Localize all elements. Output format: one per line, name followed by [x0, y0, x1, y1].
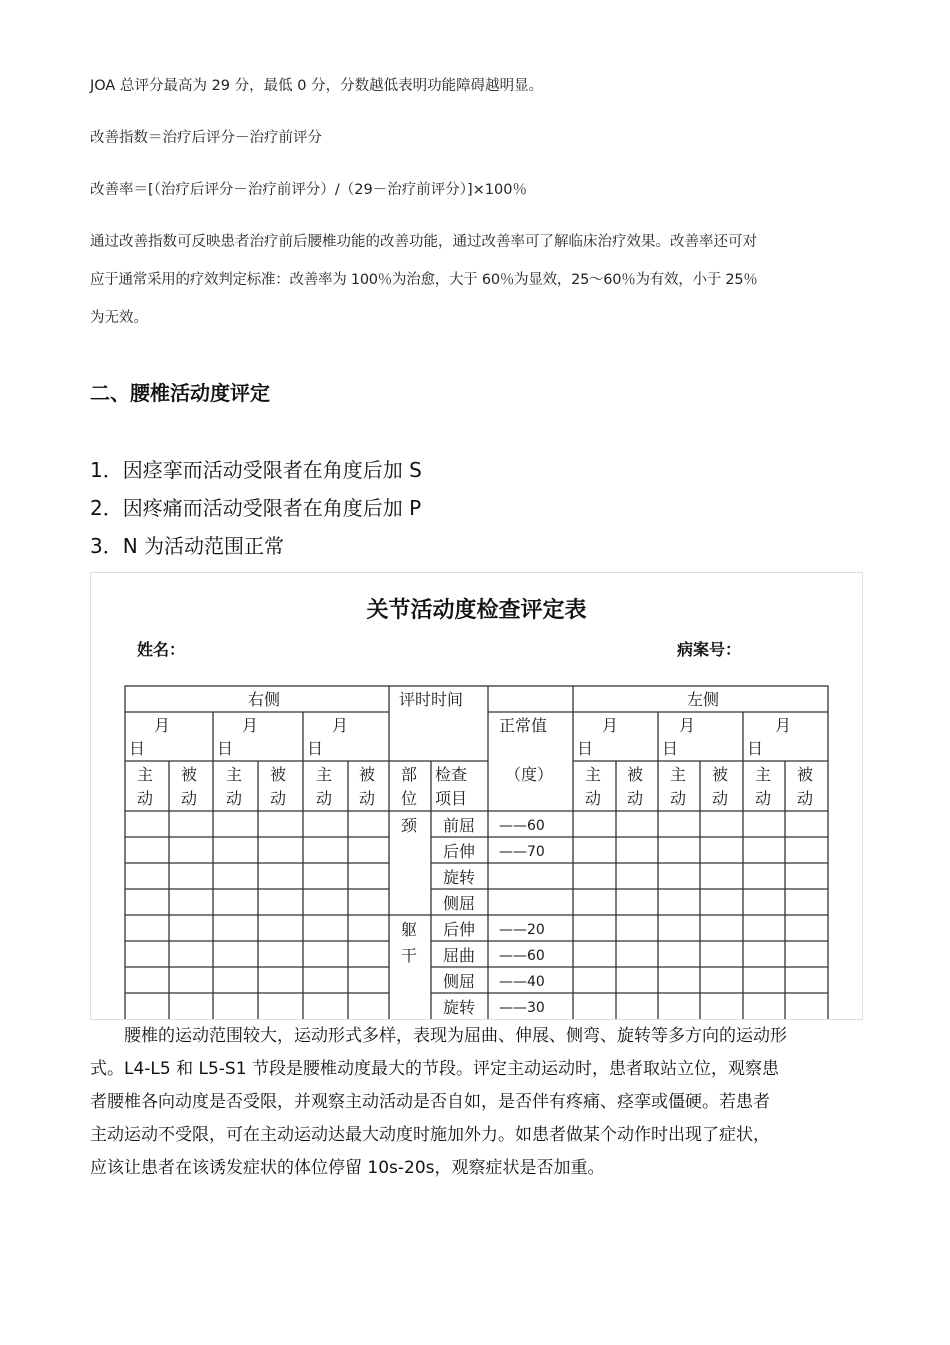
trunk-label: 干 — [401, 946, 418, 965]
description-line: 腰椎的运动范围较大，运动形式多样，表现为屈曲、伸展、侧弯、旋转等多方向的运动形 — [124, 1026, 787, 1046]
criteria-line: 应于通常采用的疗效判定标准：改善率为 100％为治愈，大于 60％为显效，25～60％为有效，小于 25％ — [90, 272, 758, 288]
passive-header: 被 — [270, 765, 287, 784]
active-header: 主 — [226, 765, 243, 784]
month-label: 月 — [775, 716, 792, 735]
active-header: 动 — [585, 789, 602, 808]
passive-header: 动 — [359, 789, 376, 808]
normal-value: ——60 — [499, 818, 545, 834]
passive-header: 被 — [712, 765, 729, 784]
active-header: 主 — [316, 765, 333, 784]
day-label: 日 — [307, 739, 324, 758]
lumbar-description — [90, 1020, 865, 1185]
criteria-line: 为无效。 — [90, 310, 148, 326]
day-label: 日 — [747, 739, 764, 758]
active-header: 主 — [670, 765, 687, 784]
exam-item: 屈曲 — [443, 946, 476, 965]
criteria-line: 通过改善指数可反映患者治疗前后腰椎功能的改善功能，通过改善率可了解临床治疗效果。改善率还可对 — [90, 234, 757, 250]
normal-value: ——30 — [499, 1000, 545, 1016]
case-number-label: 病案号： — [677, 640, 742, 659]
passive-header: 被 — [181, 765, 198, 784]
active-header: 主 — [137, 765, 154, 784]
month-label: 月 — [332, 716, 349, 735]
normal-value: ——70 — [499, 844, 545, 860]
passive-header: 动 — [712, 789, 729, 808]
month-label: 月 — [679, 716, 696, 735]
active-header: 动 — [226, 789, 243, 808]
month-label: 月 — [242, 716, 259, 735]
eval-time-header: 评时时间 — [399, 690, 464, 709]
trunk-label: 躯 — [401, 920, 418, 939]
active-header: 主 — [755, 765, 772, 784]
form-title: 关节活动度检查评定表 — [366, 598, 587, 623]
list-item: 1．因痉挛而活动受限者在角度后加 S — [90, 458, 422, 482]
day-label: 日 — [662, 739, 679, 758]
left-side-header: 左侧 — [687, 690, 720, 709]
passive-header: 动 — [797, 789, 814, 808]
item-header: 项目 — [435, 789, 468, 808]
exam-item: 旋转 — [443, 998, 476, 1017]
description-line: 应该让患者在该诱发症状的体位停留 10s-20s，观察症状是否加重。 — [90, 1158, 605, 1178]
name-label: 姓名： — [137, 640, 186, 659]
normal-value: ——60 — [499, 948, 545, 964]
day-label: 日 — [217, 739, 234, 758]
description-line: 主动运动不受限，可在主动运动达最大动度时施加外力。如患者做某个动作时出现了症状， — [90, 1125, 770, 1145]
description-line: 者腰椎各向动度是否受限，并观察主动活动是否自如，是否伴有疼痛、痉挛或僵硬。若患者 — [90, 1092, 770, 1112]
passive-header: 被 — [627, 765, 644, 784]
month-label: 月 — [602, 716, 619, 735]
exam-item: 侧屈 — [443, 972, 476, 991]
rom-form-image — [90, 572, 863, 1020]
section-heading: 二、腰椎活动度评定 — [90, 381, 270, 405]
improvement-index-formula: 改善指数＝治疗后评分－治疗前评分 — [90, 130, 322, 146]
normal-value: ——40 — [499, 974, 545, 990]
active-header: 动 — [755, 789, 772, 808]
part-header: 位 — [401, 789, 418, 808]
normal-value: ——20 — [499, 922, 545, 938]
passive-header: 动 — [627, 789, 644, 808]
degree-header: （度） — [505, 765, 554, 784]
active-header: 动 — [670, 789, 687, 808]
item-header: 检查 — [435, 765, 468, 784]
description-line: 式。L4-L5 和 L5-S1 节段是腰椎动度最大的节段。评定主动运动时，患者取站立位，观察患 — [90, 1059, 779, 1079]
passive-header: 被 — [797, 765, 814, 784]
active-header: 主 — [585, 765, 602, 784]
active-header: 动 — [316, 789, 333, 808]
list-item: 3．N 为活动范围正常 — [90, 534, 285, 558]
exam-item: 前屈 — [443, 816, 476, 835]
passive-header: 被 — [359, 765, 376, 784]
passive-header: 动 — [270, 789, 287, 808]
list-item: 2．因疼痛而活动受限者在角度后加 P — [90, 496, 422, 520]
normal-value-header: 正常值 — [499, 716, 548, 735]
joa-score-text: JOA 总评分最高为 29 分，最低 0 分，分数越低表明功能障碍越明显。 — [90, 78, 544, 94]
exam-item: 后伸 — [443, 920, 476, 939]
month-label: 月 — [154, 716, 171, 735]
right-side-header: 右侧 — [248, 690, 281, 709]
day-label: 日 — [577, 739, 594, 758]
rom-table — [91, 573, 862, 1019]
neck-label: 颈 — [401, 816, 418, 835]
criteria-paragraph — [90, 223, 865, 337]
day-label: 日 — [129, 739, 146, 758]
exam-item: 旋转 — [443, 868, 476, 887]
exam-item: 侧屈 — [443, 894, 476, 913]
exam-item: 后伸 — [443, 842, 476, 861]
passive-header: 动 — [181, 789, 198, 808]
part-header: 部 — [401, 765, 418, 784]
active-header: 动 — [137, 789, 154, 808]
improvement-rate-formula: 改善率＝[（治疗后评分－治疗前评分）/（29－治疗前评分）]×100％ — [90, 182, 527, 198]
